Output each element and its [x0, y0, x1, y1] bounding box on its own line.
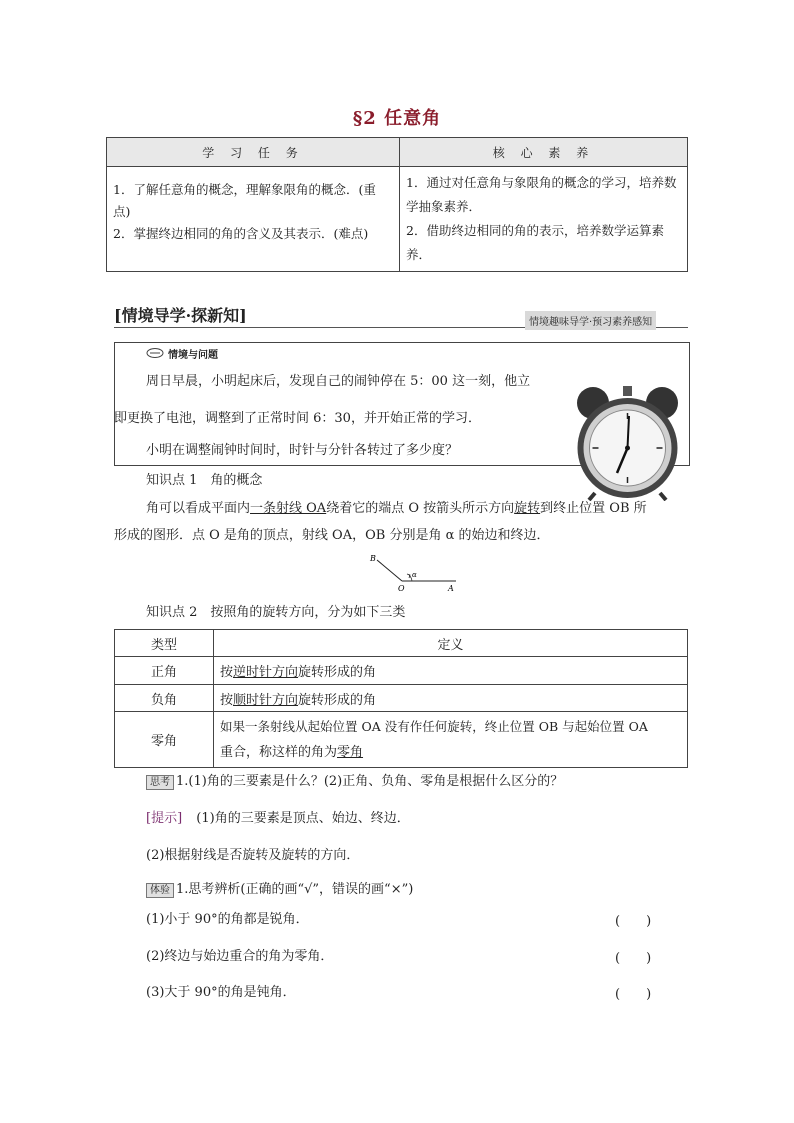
- practice-item-2: (2)终边与始边重合的角为零角．: [146, 949, 334, 964]
- think-question-text: 1.(1)角的三要素是什么？(2)正角、负角、零角是根据什么区分的？: [176, 774, 564, 789]
- kp1-underline-rotate: 旋转: [514, 501, 541, 516]
- scenario-paragraph-1b: 即更换了电池，调整到了正常时间 6：30，并开始正常的学习．: [114, 411, 481, 426]
- angle-diagram: [360, 553, 470, 595]
- hint-line: [146, 809, 410, 829]
- practice-item-3: (3)大于 90°的角是钝角．: [146, 985, 296, 1000]
- literacy-header: 核 心 素 养: [400, 138, 688, 167]
- table-row: [115, 685, 688, 712]
- scenario-question: 小明在调整闹钟时间时，时针与分针各转过了多少度？: [146, 443, 459, 458]
- def-underline: 零角: [337, 744, 364, 760]
- row-type: 零角: [115, 712, 214, 768]
- scenario-icon: [146, 347, 166, 359]
- row-type: 正角: [115, 657, 214, 685]
- section-tag: 情境趣味导学·预习素养感知: [525, 311, 656, 330]
- diagram-label-a: A: [448, 584, 454, 593]
- task-item-2: 2．掌握终边相同的角的含义及其表示．(难点): [113, 226, 369, 241]
- practice-tag: 体验: [146, 883, 174, 898]
- hint-label: [提示]: [146, 811, 183, 826]
- def-underline: 顺时针方向: [233, 692, 299, 708]
- def-post: 旋转形成的角: [298, 665, 377, 680]
- answer-blank-3[interactable]: ( ): [615, 987, 652, 1002]
- row-definition: [214, 657, 688, 685]
- answer-blank-1[interactable]: ( ): [615, 914, 652, 929]
- def-line-1: 如果一条射线从起始位置 OA 没有作任何旋转，终止位置 OB 与起始位置 OA: [220, 718, 648, 734]
- practice-item-1: (1)小于 90°的角都是锐角．: [146, 912, 309, 927]
- def-pre: 按: [220, 692, 234, 708]
- knowledge-point-1-text: [146, 499, 647, 519]
- def-post: 旋转形成的角: [298, 692, 377, 708]
- task-cell: [107, 167, 400, 272]
- kp1-text-a: 角可以看成平面内: [146, 501, 251, 516]
- alarm-clock-illustration: [565, 383, 690, 501]
- knowledge-point-1-line2: 形成的图形．点 O 是角的顶点，射线 OA，OB 分别是角 α 的始边和终边．: [114, 528, 550, 543]
- think-tag: 思考: [146, 775, 174, 790]
- answer-blank-2[interactable]: ( ): [615, 951, 652, 966]
- practice-question: [146, 880, 413, 900]
- row-definition: [214, 685, 688, 712]
- diagram-label-b: B: [370, 554, 376, 563]
- diagram-label-alpha: α: [412, 571, 417, 579]
- def-line-2: 重合，称这样的角为: [220, 744, 338, 760]
- literacy-cell: [400, 167, 688, 272]
- scenario-label: 情境与问题: [168, 350, 218, 361]
- knowledge-point-2-title: 知识点 2 按照角的旋转方向，分为如下三类: [146, 605, 406, 620]
- row-definition: [214, 712, 688, 768]
- section-heading: [情境导学·探新知]: [114, 306, 247, 325]
- learning-task-table: [106, 137, 688, 272]
- page-title: §2 任意角: [352, 108, 442, 129]
- def-pre: 按: [220, 665, 234, 680]
- table-row: [115, 657, 688, 685]
- task-header: 学 习 任 务: [107, 138, 400, 167]
- task-item-1: 1．了解任意角的概念，理解象限角的概念．(重点): [113, 182, 376, 219]
- table-row: [115, 712, 688, 768]
- angle-type-table: [114, 629, 688, 768]
- scenario-paragraph-1a: 周日早晨，小明起床后，发现自己的闹钟停在 5：00 这一刻，他立: [146, 374, 531, 389]
- literacy-item-2: 2．借助终边相同的角的表示，培养数学运算素养．: [406, 223, 664, 262]
- definition-header: 定义: [214, 630, 688, 657]
- type-header: 类型: [115, 630, 214, 657]
- row-type: 负角: [115, 685, 214, 712]
- kp1-underline-ray: 一条射线 OA: [250, 501, 327, 516]
- practice-question-text: 1.思考辨析(正确的画“√”，错误的画“×”): [176, 882, 414, 897]
- hint-answer-1: (1)角的三要素是顶点、始边、终边．: [196, 811, 410, 826]
- diagram-label-o: O: [398, 584, 405, 593]
- kp1-text-c: 到终止位置 OB 所: [540, 501, 647, 516]
- def-underline: 逆时针方向: [233, 665, 299, 680]
- literacy-item-1: 1．通过对任意角与象限角的概念的学习，培养数学抽象素养．: [406, 175, 677, 214]
- knowledge-point-1-title: 知识点 1 角的概念: [146, 473, 263, 488]
- hint-answer-2: (2)根据射线是否旋转及旋转的方向．: [146, 848, 360, 863]
- think-question: [146, 772, 563, 792]
- kp1-text-b: 绕着它的端点 O 按箭头所示方向: [326, 501, 515, 516]
